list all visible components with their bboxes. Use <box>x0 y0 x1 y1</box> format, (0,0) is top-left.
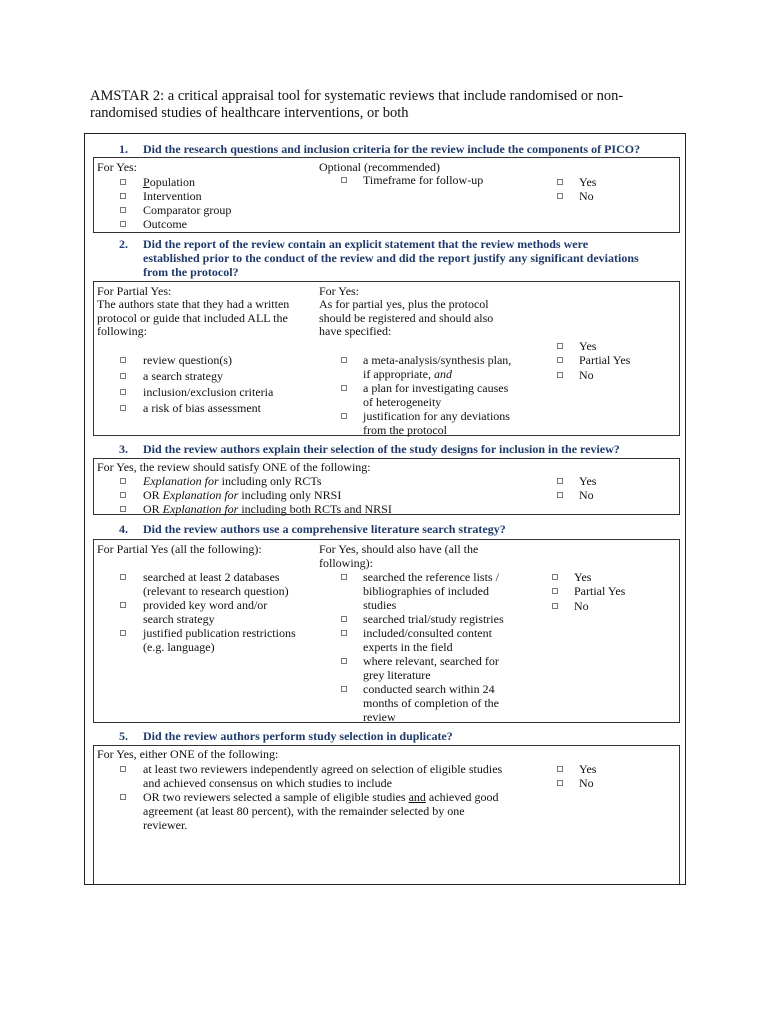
q4-yes-item-1c: studies <box>363 598 397 612</box>
q4-yes-item-5c: review <box>363 710 396 724</box>
q1-item-intervention: Intervention <box>143 189 202 203</box>
q4-checkbox-grey-literature[interactable] <box>341 658 347 664</box>
q1-checkbox-intervention[interactable] <box>120 193 126 199</box>
q4-yes-item-3a: included/consulted content <box>363 626 492 640</box>
q1-item-comparator: Comparator group <box>143 203 232 217</box>
q4-answer-partial-yes: Partial Yes <box>574 584 626 598</box>
q4-answer-no: No <box>574 599 589 613</box>
q3-answer-no: No <box>579 488 594 502</box>
q4-question: Did the review authors use a comprehensive literature search strategy? <box>143 522 506 536</box>
q2-partial-desc-1: The authors state that they had a written <box>97 297 290 311</box>
q2-yes-item-c-1: justification for any deviations <box>363 409 510 423</box>
q2-partial-item-1: review question(s) <box>143 353 232 367</box>
q2-question-line-1: Did the report of the review contain an explicit statement that the review methods were <box>143 237 589 251</box>
q1-checkbox-population[interactable] <box>120 179 126 185</box>
q1-optional-item: Timeframe for follow-up <box>363 173 484 187</box>
q5-answer-no-checkbox[interactable] <box>557 780 563 786</box>
q1-checkbox-timeframe[interactable] <box>341 177 347 183</box>
q1-for-yes-label: For Yes: <box>97 160 138 174</box>
q4-partial-item-2b: search strategy <box>143 612 215 626</box>
q2-yes-desc-3: have specified: <box>319 324 392 338</box>
q4-checkbox-registries[interactable] <box>341 616 347 622</box>
q2-yes-desc-1: As for partial yes, plus the protocol <box>319 297 489 311</box>
q3-number: 3. <box>119 442 128 456</box>
q1-checkbox-comparator[interactable] <box>120 207 126 213</box>
q4-number: 4. <box>119 522 128 536</box>
q3-checkbox-nrsi[interactable] <box>120 492 126 498</box>
q3-item-1: Explanation for including only RCTs <box>143 474 322 488</box>
q2-yes-desc-2: should be registered and should also <box>319 311 494 325</box>
q2-question-line-2: established prior to the conduct of the review and did the report justify any significant deviations <box>143 251 639 265</box>
document-title-line-2: randomised studies of healthcare interventions, or both <box>90 105 409 121</box>
q2-partial-desc-2: protocol or guide that included ALL the <box>97 311 288 325</box>
q1-answer-yes-checkbox[interactable] <box>557 179 563 185</box>
q4-yes-item-4a: where relevant, searched for <box>363 654 499 668</box>
q4-yes-label-2: following): <box>319 556 373 570</box>
q2-yes-item-c-2: from the protocol <box>363 423 447 437</box>
q2-answer-no-checkbox[interactable] <box>557 372 563 378</box>
q3-checkbox-rcts[interactable] <box>120 478 126 484</box>
q2-yes-label: For Yes: <box>319 284 360 298</box>
document-title-line-1: AMSTAR 2: a critical appraisal tool for systematic reviews that include randomised or non- <box>90 88 624 104</box>
q5-question: Did the review authors perform study selection in duplicate? <box>143 729 453 743</box>
q4-answer-no-checkbox[interactable] <box>552 603 558 609</box>
q5-item-1a: at least two reviewers independently agreed on selection of eligible studies <box>143 762 503 776</box>
q1-answer-no-checkbox[interactable] <box>557 193 563 199</box>
q3-intro: For Yes, the review should satisfy ONE of the following: <box>97 460 371 474</box>
q2-partial-item-2: a search strategy <box>143 369 223 383</box>
q5-item-1b: and achieved consensus on which studies to include <box>143 776 392 790</box>
q3-answer-yes: Yes <box>579 474 597 488</box>
q2-partial-item-4: a risk of bias assessment <box>143 401 261 415</box>
q5-number: 5. <box>119 729 128 743</box>
q3-checkbox-both[interactable] <box>120 506 126 512</box>
q1-item-outcome: Outcome <box>143 217 187 231</box>
q2-yes-item-a-2: if appropriate, and <box>363 367 452 381</box>
q3-answer-no-checkbox[interactable] <box>557 492 563 498</box>
q2-checkbox-heterogeneity[interactable] <box>341 385 347 391</box>
q5-checkbox-sample[interactable] <box>120 794 126 800</box>
q2-checkbox-meta-analysis[interactable] <box>341 357 347 363</box>
q3-answer-yes-checkbox[interactable] <box>557 478 563 484</box>
q2-answer-yes: Yes <box>579 339 597 353</box>
q3-item-2: OR Explanation for including only NRSI <box>143 488 342 502</box>
q4-checkbox-restrictions[interactable] <box>120 630 126 636</box>
q2-yes-item-b-2: of heterogeneity <box>363 395 442 409</box>
q2-answer-partial-checkbox[interactable] <box>557 357 563 363</box>
q4-checkbox-experts[interactable] <box>341 630 347 636</box>
q4-checkbox-keywords[interactable] <box>120 602 126 608</box>
q2-answer-no: No <box>579 368 594 382</box>
q4-checkbox-reference-lists[interactable] <box>341 574 347 580</box>
q4-partial-item-2a: provided key word and/or <box>143 598 268 612</box>
q1-item-population: Population <box>143 175 196 189</box>
q2-answer-partial-yes: Partial Yes <box>579 353 631 367</box>
q4-yes-label-1: For Yes, should also have (all the <box>319 542 479 556</box>
q5-item-2c: reviewer. <box>143 818 188 832</box>
q2-checkbox-inclusion-criteria[interactable] <box>120 389 126 395</box>
q5-answer-yes: Yes <box>579 762 597 776</box>
q1-answer-no: No <box>579 189 594 203</box>
q5-intro: For Yes, either ONE of the following: <box>97 747 279 761</box>
q2-yes-item-b-1: a plan for investigating causes <box>363 381 509 395</box>
q2-yes-item-a-1: a meta-analysis/synthesis plan, <box>363 353 512 367</box>
q4-checkbox-24-months[interactable] <box>341 686 347 692</box>
q5-checkbox-independent[interactable] <box>120 766 126 772</box>
q4-partial-item-3a: justified publication restrictions <box>143 626 296 640</box>
q1-optional-label: Optional (recommended) <box>319 160 440 174</box>
q4-yes-item-1a: searched the reference lists / <box>363 570 499 584</box>
q2-checkbox-risk-of-bias[interactable] <box>120 405 126 411</box>
q1-answer-yes: Yes <box>579 175 597 189</box>
q1-checkbox-outcome[interactable] <box>120 221 126 227</box>
q5-item-2b: agreement (at least 80 percent), with the remainder selected by one <box>143 804 465 818</box>
q3-question: Did the review authors explain their selection of the study designs for inclusion in the review? <box>143 442 620 456</box>
q2-partial-item-3: inclusion/exclusion criteria <box>143 385 274 399</box>
q3-item-3: OR Explanation for including both RCTs and NRSI <box>143 502 392 516</box>
q2-checkbox-deviations[interactable] <box>341 413 347 419</box>
q2-checkbox-review-question[interactable] <box>120 357 126 363</box>
q4-yes-item-1b: bibliographies of included <box>363 584 489 598</box>
q4-yes-item-5b: months of completion of the <box>363 696 499 710</box>
q5-answer-yes-checkbox[interactable] <box>557 766 563 772</box>
q4-partial-item-1b: (relevant to research question) <box>143 584 289 598</box>
q1-number: 1. <box>119 142 128 156</box>
q4-answer-partial-checkbox[interactable] <box>552 588 558 594</box>
q2-partial-label: For Partial Yes: <box>97 284 172 298</box>
q5-answer-no: No <box>579 776 594 790</box>
q2-checkbox-search-strategy[interactable] <box>120 373 126 379</box>
q4-answer-yes-checkbox[interactable] <box>552 574 558 580</box>
q4-partial-item-1a: searched at least 2 databases <box>143 570 280 584</box>
q4-checkbox-databases[interactable] <box>120 574 126 580</box>
q4-partial-item-3b: (e.g. language) <box>143 640 215 654</box>
q4-partial-label: For Partial Yes (all the following): <box>97 542 262 556</box>
q2-partial-desc-3: following: <box>97 324 147 338</box>
q4-yes-item-4b: grey literature <box>363 668 431 682</box>
q2-answer-yes-checkbox[interactable] <box>557 343 563 349</box>
q4-yes-item-3b: experts in the field <box>363 640 453 654</box>
q2-number: 2. <box>119 237 128 251</box>
q1-question: Did the research questions and inclusion criteria for the review include the components of PICO? <box>143 142 641 156</box>
q2-question-line-3: from the protocol? <box>143 265 239 279</box>
q5-item-2a: OR two reviewers selected a sample of eligible studies and achieved good <box>143 790 499 804</box>
q4-yes-item-5a: conducted search within 24 <box>363 682 495 696</box>
q4-answer-yes: Yes <box>574 570 592 584</box>
q4-yes-item-2: searched trial/study registries <box>363 612 504 626</box>
